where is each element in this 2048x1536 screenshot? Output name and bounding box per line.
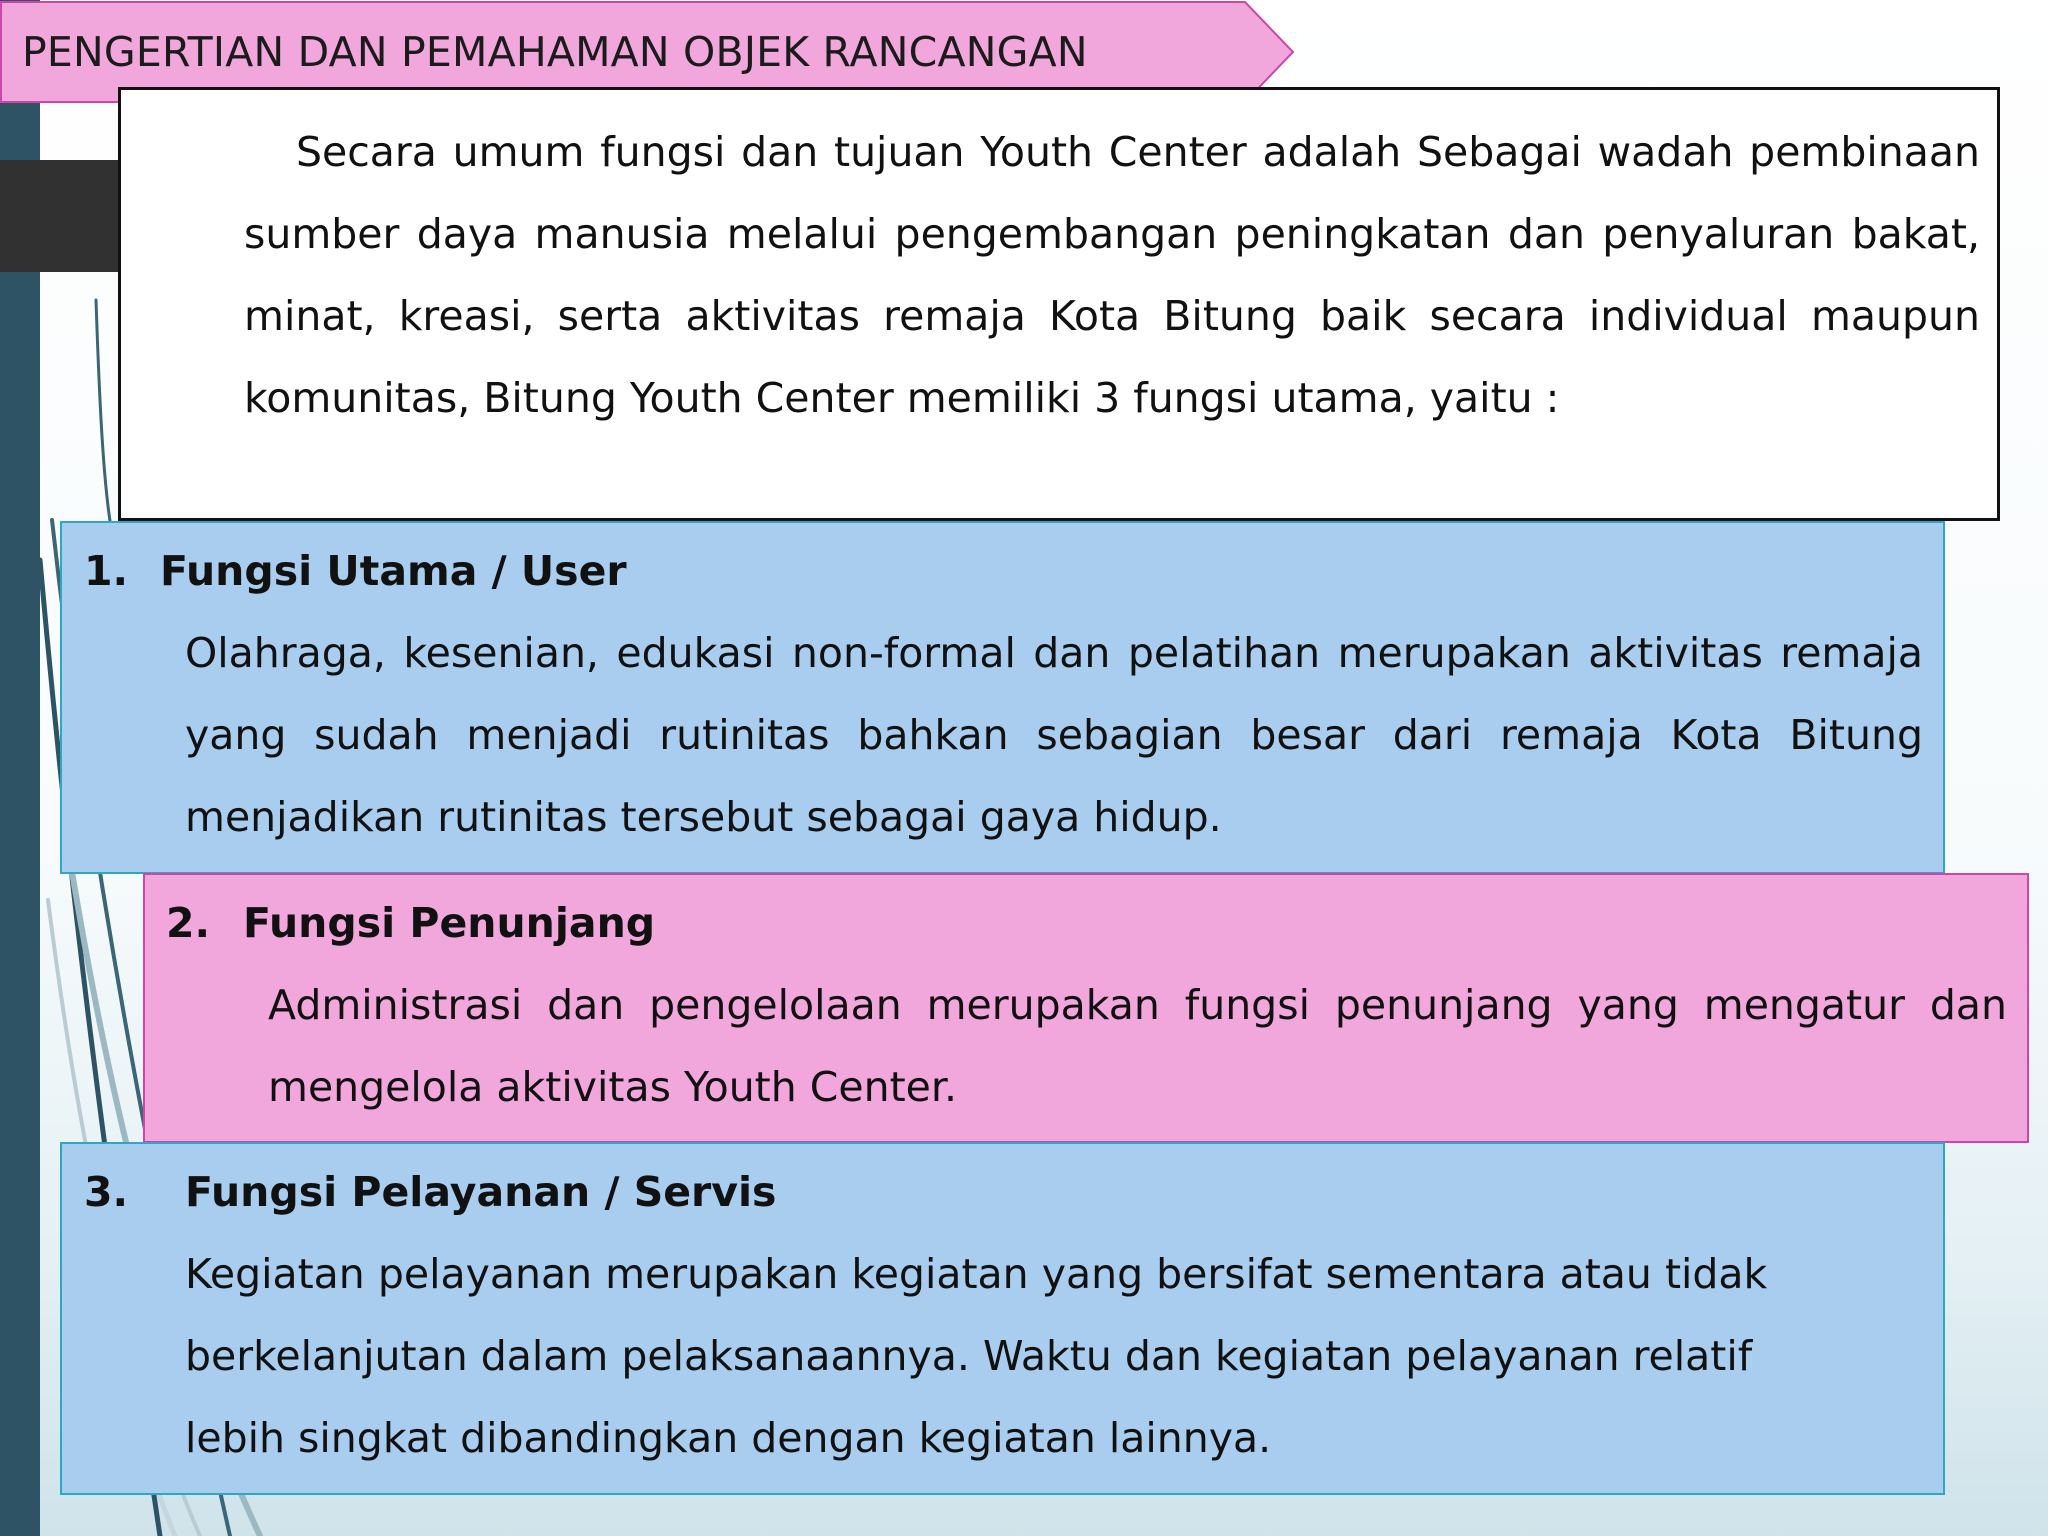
dark-accent-block	[0, 160, 118, 272]
function-title: Fungsi Penunjang	[243, 899, 656, 947]
function-description: Olahraga, kesenian, edukasi non-formal dan pelatihan merupakan aktivitas remaja yang sudah menjadi rutinitas bahkan sebagian besar dari remaja Kota Bitung menjadikan rutinitas tersebut sebagai gaya hidup.	[185, 629, 1923, 841]
function-card-1	[60, 521, 1945, 874]
function-description: Kegiatan pelayanan merupakan kegiatan yang bersifat sementara atau tidak berkelanjutan dalam pelaksanaannya. Waktu dan kegiatan pelayanan relatif lebih singkat dibandingkan dengan kegiatan lainnya.	[185, 1250, 1768, 1462]
intro-paragraph: Secara umum fungsi dan tujuan Youth Center adalah Sebagai wadah pembinaan sumber daya manusia melalui pengembangan peningkatan dan penyaluran bakat, minat, kreasi, serta aktivitas remaja Kota Bitung baik secara individual maupun komunitas, Bitung Youth Center memiliki 3 fungsi utama, yaitu :	[244, 128, 1980, 422]
function-description: Administrasi dan pengelolaan merupakan fungsi penunjang yang mengatur dan mengelola aktivitas Youth Center.	[268, 981, 2007, 1111]
intro-box	[118, 87, 2000, 521]
page-title: PENGERTIAN DAN PEMAHAMAN OBJEK RANCANGAN	[22, 28, 1088, 76]
function-number: 1.	[84, 547, 129, 595]
function-card-3	[60, 1142, 1945, 1495]
function-number: 2.	[166, 899, 211, 947]
function-card-2	[143, 873, 2029, 1143]
function-number: 3.	[84, 1168, 129, 1216]
function-title: Fungsi Utama / User	[160, 547, 627, 595]
function-title: Fungsi Pelayanan / Servis	[185, 1168, 777, 1216]
